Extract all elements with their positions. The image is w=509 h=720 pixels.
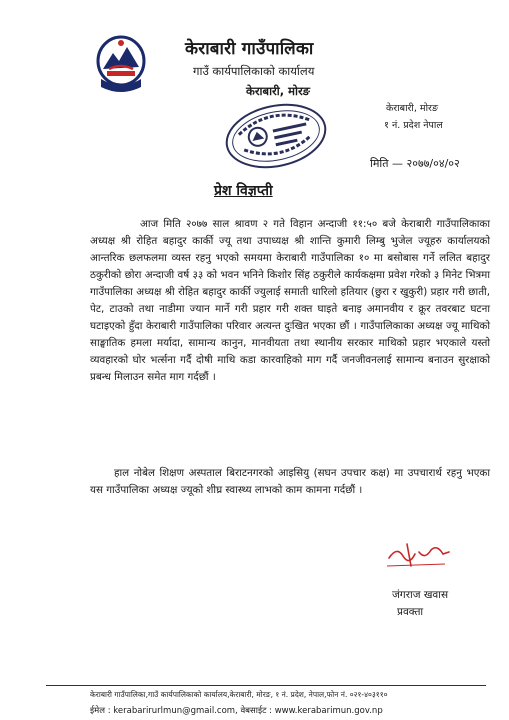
press-release-heading: प्रेश विज्ञप्ती: [214, 183, 273, 199]
document-date: मिति — २०७७/०४/०२: [370, 157, 460, 170]
handwritten-signature-icon: [385, 540, 455, 570]
address-line-2: १ नं. प्रदेश नेपाल: [384, 120, 443, 131]
office-subtitle: गाउँ कार्यपालिकाको कार्यालय: [193, 64, 315, 78]
signer-title: प्रवक्ता: [397, 606, 424, 618]
official-stamp-icon: [220, 95, 332, 177]
municipality-title: केराबारी गाउँपालिका: [185, 39, 314, 59]
footer-divider: [46, 685, 486, 686]
municipality-emblem-icon: [95, 33, 147, 95]
footer-contact: ईमेल : kerabarirurlmun@gmail.com, वेबसाईट : www.kerabarimun.gov.np: [90, 706, 383, 716]
footer-address: केराबारी गाउँपालिका,गाउँ कार्यपालिकाको कार्यालय,केराबारी, मोरङ, १ नं. प्रदेश, नेपाल,फोन नं. ०२१-४०३११०: [90, 690, 388, 699]
body-paragraph-1: आज मिति २०७७ साल श्रावण २ गते विहान अन्दाजी ११:५० बजे केराबारी गाउँपालिकाका अध्यक्ष श्री रोहित बहादुर कार्की ज्यू तथा उपाध्यक्ष श्री शान्ति कुमारी लिम्बु भुजेल ज्यूहरु कार्यालयको आन्तरिक छलफलमा व्यस्त रहनु भएको समयमा केराबारी गाउँपालिका १० मा बसोबास गर्ने ललित बहादुर ठकुरीको छोरा अन्दाजी वर्ष ३३ को भवन भनिने किशोर सिंह ठकुरीले कार्यकक्षमा प्रवेश गरेको ३ मिनेट भित्रमा गाउँपालिका अध्यक्ष श्री रोहित बहादुर कार्की ज्युलाई समाती धारिलो हतियार (छुरा र खुकुरी) प्रहार गरी छाती, पेट, टाउको तथा नाडीमा ज्यान मार्ने गरी प्रहार गरी शक्त घाइते बनाइ अमानवीय र क्रूर तवरबाट घटना घटाइएको हुँदा केराबारी गाउँपालिका परिवार अत्यन्त दुःखित भएका छौं । गाउँपालिकाका अध्यक्ष ज्यू माथिको साङ्घातिक हमला मर्यादा, सामान्य कानुन, मानवीयता तथा स्थानीय सरकार माथिको प्रहार भएकाले यस्तो व्यवहारको घोर भर्त्सना गर्दै दोषी माथि कडा कारवाहिको माग गर्दै जनजीवनलाई सामान्य बनाउन सुरक्षाको प्रबन्ध मिलाउन समेत माग गर्दछौं ।: [90, 218, 494, 383]
address-line-1: केराबारी, मोरङ: [386, 103, 438, 114]
body-paragraph-2: हाल नोबेल शिक्षण अस्पताल बिराटनगरको आइसियु (सघन उपचार कक्ष) मा उपचारार्थ रहनु भएका यस गाउँपालिका अध्यक्ष ज्यूको शीघ्र स्वास्थ्य लाभको काम कामना गर्दछौं ।: [90, 467, 494, 496]
signer-name: जंगराज खवास: [392, 589, 449, 601]
location-text: केराबारी, मोरङ: [246, 84, 310, 98]
